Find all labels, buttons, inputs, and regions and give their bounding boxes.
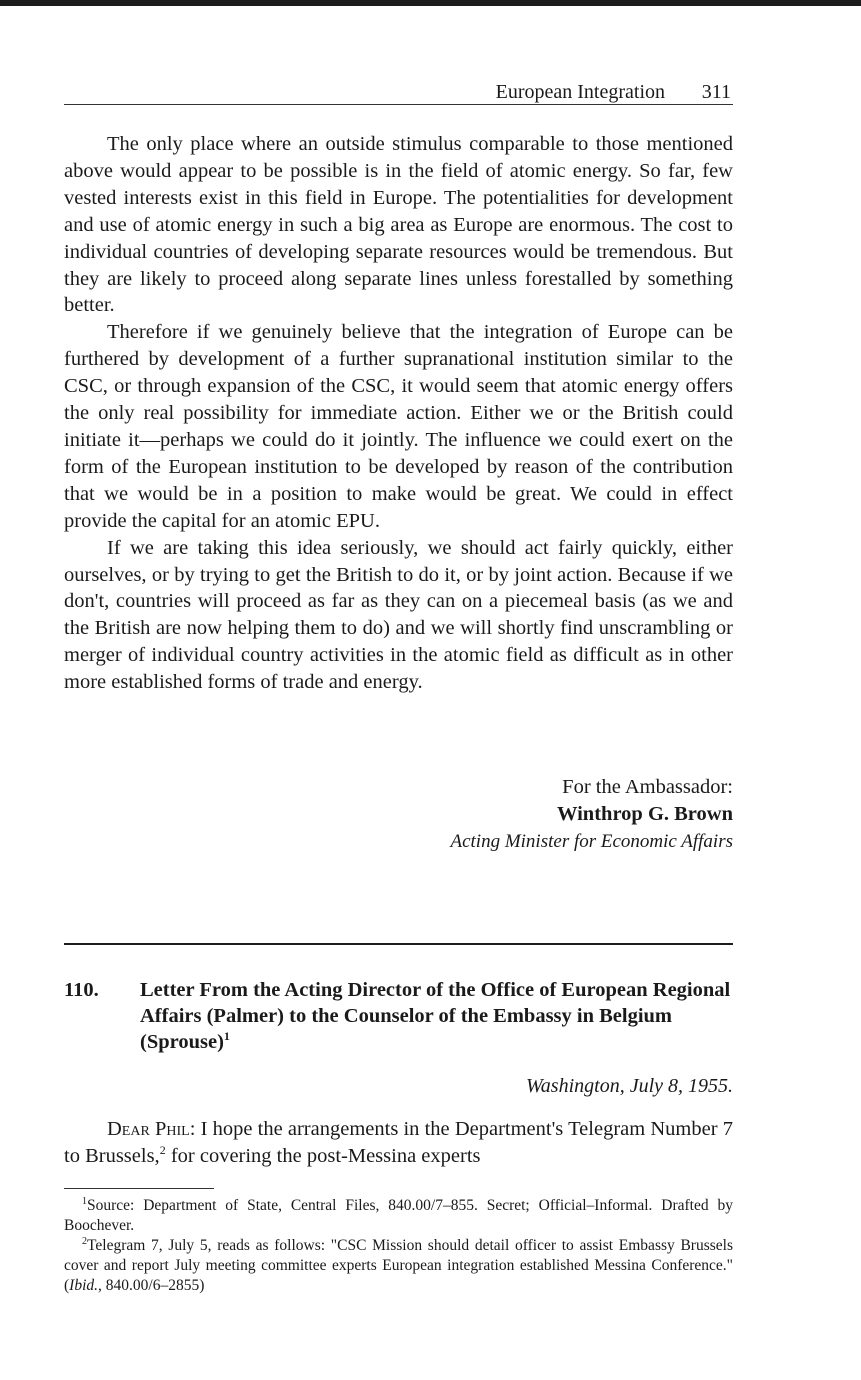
letter-text-part: for covering the post-Messina experts (165, 1145, 481, 1167)
letter-text-part: I hope the arrangements in the Department's Telegram Number 7 to Brussels, (64, 1118, 733, 1167)
footnote (64, 1236, 733, 1296)
footnote-marker: 2 (82, 1235, 87, 1247)
body-paragraph: If we are taking this idea seriously, we should act fairly quickly, either ourselves, or by trying to get the British to do it, or by joint action. Because if we don't, countries will proceed as far as they can on a piecemeal basis (as we and the British are now helping them to do) and we will shortly find unscrambling or merger of individual country activities in the atomic field as difficult as in other more established forms of trade and energy. (64, 536, 733, 694)
letter-paragraph (64, 1116, 733, 1170)
footnote-text-end: , 840.00/6–2855) (98, 1277, 205, 1294)
running-head (64, 80, 733, 105)
footnote-ref: 2 (159, 1143, 166, 1158)
signature-block (64, 774, 733, 855)
footnote-text: Telegram 7, July 5, reads as follows: "CSC Mission should detail officer to assist Embassy Brussels cover and report July meeting committee experts European integration established Messina Conference." ( (64, 1237, 733, 1294)
footnote-text: Source: Department of State, Central Files, 840.00/7–855. Secret; Official–Informal. Drafted by Boochever. (64, 1197, 733, 1234)
footnote (64, 1196, 733, 1236)
footnote-ibid: Ibid. (69, 1277, 99, 1294)
document-heading (64, 977, 733, 1055)
section-divider (64, 943, 733, 945)
letter-text (64, 1116, 733, 1170)
body-paragraph: Therefore if we genuinely believe that the integration of Europe can be furthered by development of a further supranational institution similar to the CSC, or through expansion of the CSC, it would seem that atomic energy offers the only real possibility for immediate action. Either we or the British could initiate it—perhaps we could do it jointly. The influence we could exert on the form of the European institution to be developed by reason of the contribution that we would be in a position to make would be great. We could in effect provide the capital for an atomic EPU. (64, 321, 733, 532)
running-head-title: European Integration (495, 81, 665, 103)
document-title (140, 977, 733, 1055)
footnotes (64, 1196, 733, 1296)
page-number: 311 (701, 81, 731, 103)
signature-name: Winthrop G. Brown (556, 803, 733, 825)
body-text (64, 131, 733, 696)
footnote-ref: 1 (223, 1029, 230, 1044)
footnote-marker: 1 (82, 1195, 87, 1207)
dateline: Washington, July 8, 1955. (525, 1075, 733, 1097)
salutation: Dear Phil: (107, 1118, 196, 1140)
document-number: 110. (64, 979, 99, 1001)
footnote-divider (64, 1188, 214, 1189)
page-top-border (0, 0, 861, 6)
signature-for-line: For the Ambassador: (562, 776, 733, 798)
document-title-text: Letter From the Acting Director of the Office of European Regional Affairs (Palmer) to the Counselor of the Embassy in Belgium (Sprouse) (140, 979, 731, 1053)
signature-title: Acting Minister for Economic Affairs (450, 831, 733, 852)
body-paragraph: The only place where an outside stimulus comparable to those mentioned above would appear to be possible is in the field of atomic energy. So far, few vested interests exist in this field in Europe. The potentialities for development and use of atomic energy in such a big area as Europe are enormous. The cost to individual countries of developing separate resources would be tremendous. But they are likely to proceed along separate lines unless forestalled by something better. (64, 133, 733, 317)
